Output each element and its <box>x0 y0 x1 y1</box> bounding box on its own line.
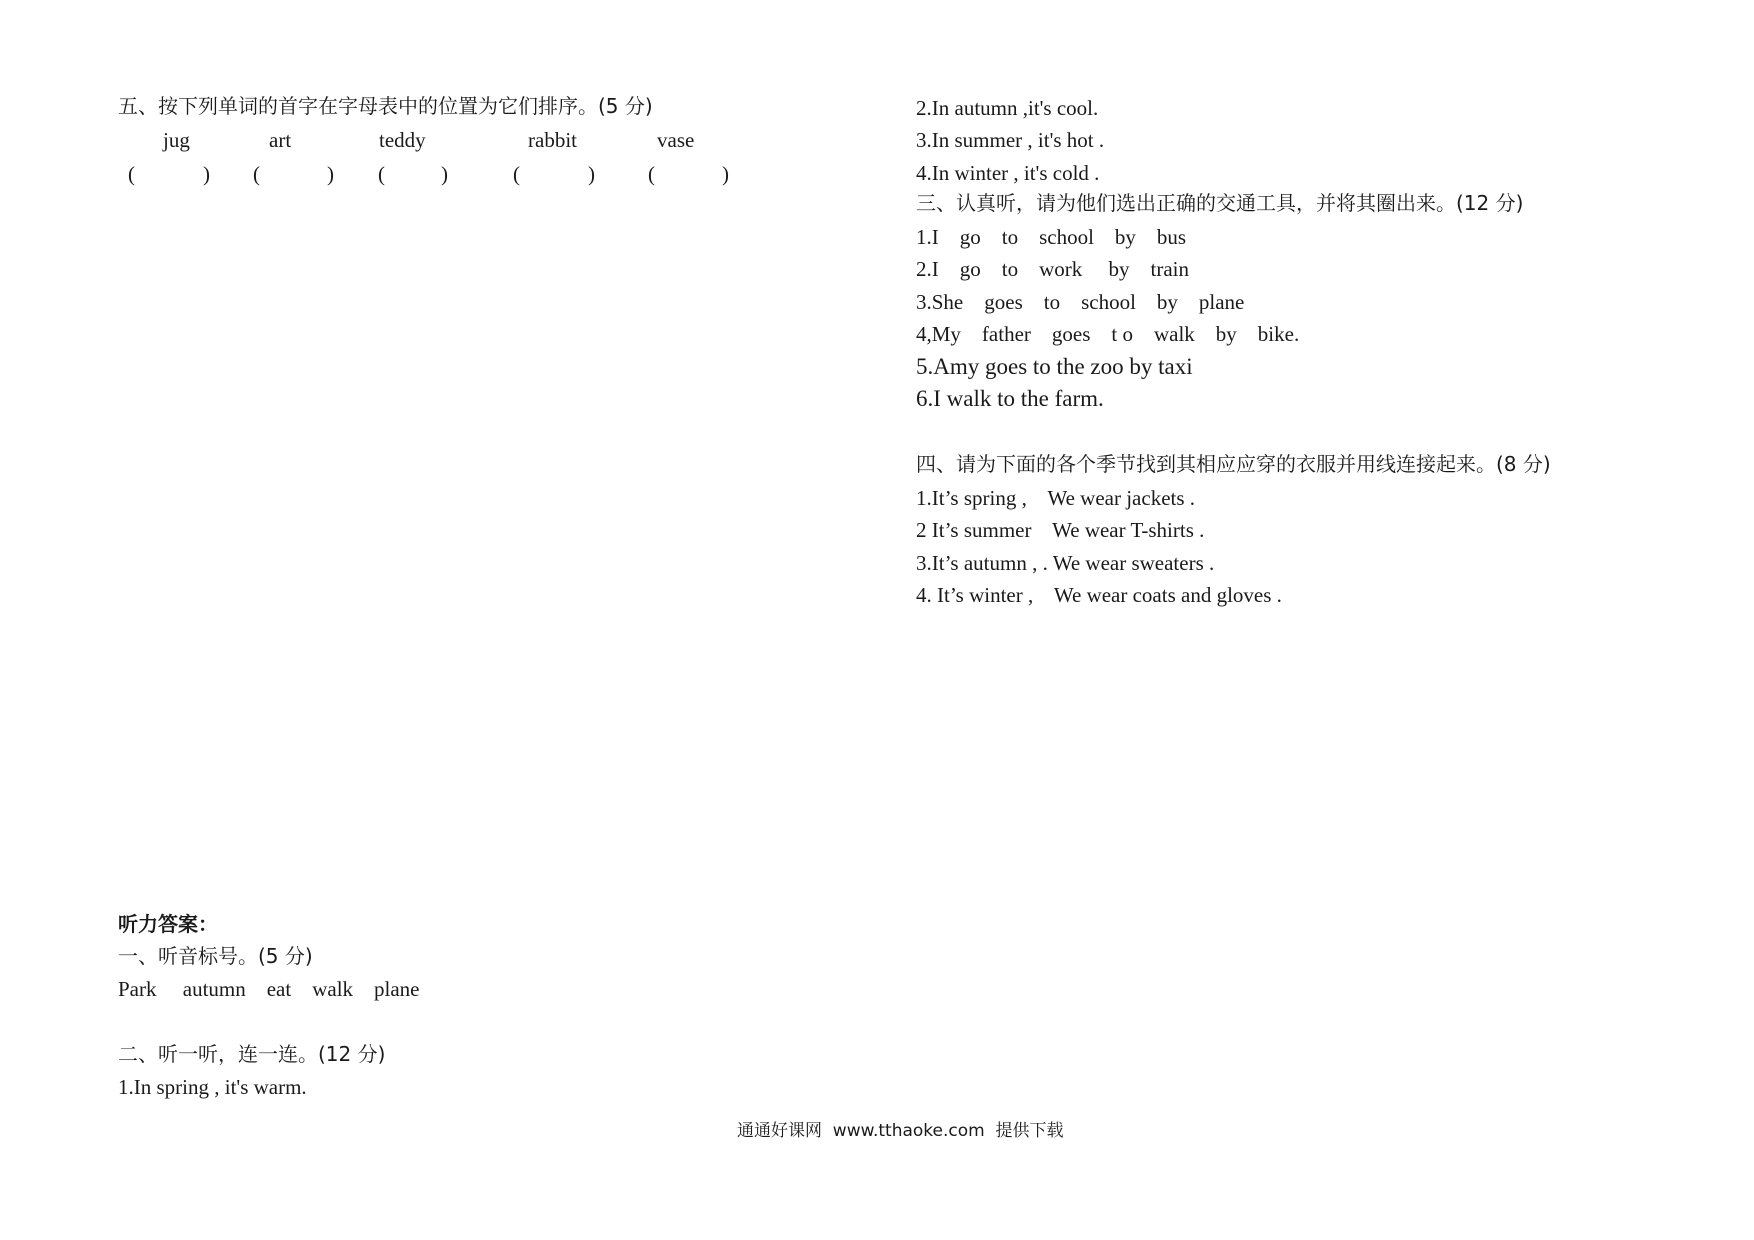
section3-item: 5.Amy goes to the zoo by taxi <box>916 354 1193 379</box>
section3-item: 3.She goes to school by plane <box>916 290 1245 314</box>
section3-item: 1.I go to school by bus <box>916 225 1187 249</box>
answers-section2-line1: 1.In spring , it's warm. <box>118 1075 307 1099</box>
section2-line2: 2.In autumn ,it's cool. <box>916 96 1099 120</box>
section3-item: 2.I go to work by train <box>916 257 1189 281</box>
section5-heading: 五、按下列单词的首字在字母表中的位置为它们排序。(5 分) <box>118 94 653 118</box>
paren-close: ) <box>588 162 595 186</box>
section4-item: 4. It’s winter , We wear coats and gloves . <box>916 583 1282 607</box>
paren-close: ) <box>441 162 448 186</box>
answers-section1-words: Park autumn eat walk plane <box>118 977 420 1001</box>
word-jug: jug <box>163 128 190 152</box>
paren-open: ( <box>648 162 655 186</box>
footer-source: 通通好课网 www.tthaoke.com 提供下载 <box>737 1121 1064 1141</box>
section4-item: 3.It’s autumn , . We wear sweaters . <box>916 551 1215 575</box>
answers-section2-heading: 二、听一听，连一连。(12 分) <box>118 1042 386 1066</box>
paren-open: ( <box>128 162 135 186</box>
paren-close: ) <box>722 162 729 186</box>
word-vase: vase <box>657 128 695 152</box>
section3-item: 6.I walk to the farm. <box>916 386 1104 411</box>
paren-close: ) <box>327 162 334 186</box>
word-rabbit: rabbit <box>528 128 577 152</box>
section4-heading: 四、请为下面的各个季节找到其相应应穿的衣服并用线连接起来。(8 分) <box>916 452 1551 476</box>
paren-open: ( <box>513 162 520 186</box>
section2-line4: 4.In winter , it's cold . <box>916 161 1100 185</box>
section3-heading: 三、认真听，请为他们选出正确的交通工具，并将其圈出来。(12 分) <box>916 191 1524 215</box>
answers-section1-heading: 一、听音标号。(5 分) <box>118 944 313 968</box>
paren-open: ( <box>253 162 260 186</box>
paren-close: ) <box>203 162 210 186</box>
section4-item: 1.It’s spring , We wear jackets . <box>916 486 1196 510</box>
paren-open: ( <box>378 162 385 186</box>
section4-item: 2 It’s summer We wear T-shirts . <box>916 518 1205 542</box>
section2-line3: 3.In summer , it's hot . <box>916 128 1105 152</box>
word-art: art <box>269 128 292 152</box>
answers-title: 听力答案： <box>118 912 218 936</box>
section3-item: 4,My father goes t o walk by bike. <box>916 322 1300 346</box>
word-teddy: teddy <box>379 128 426 152</box>
